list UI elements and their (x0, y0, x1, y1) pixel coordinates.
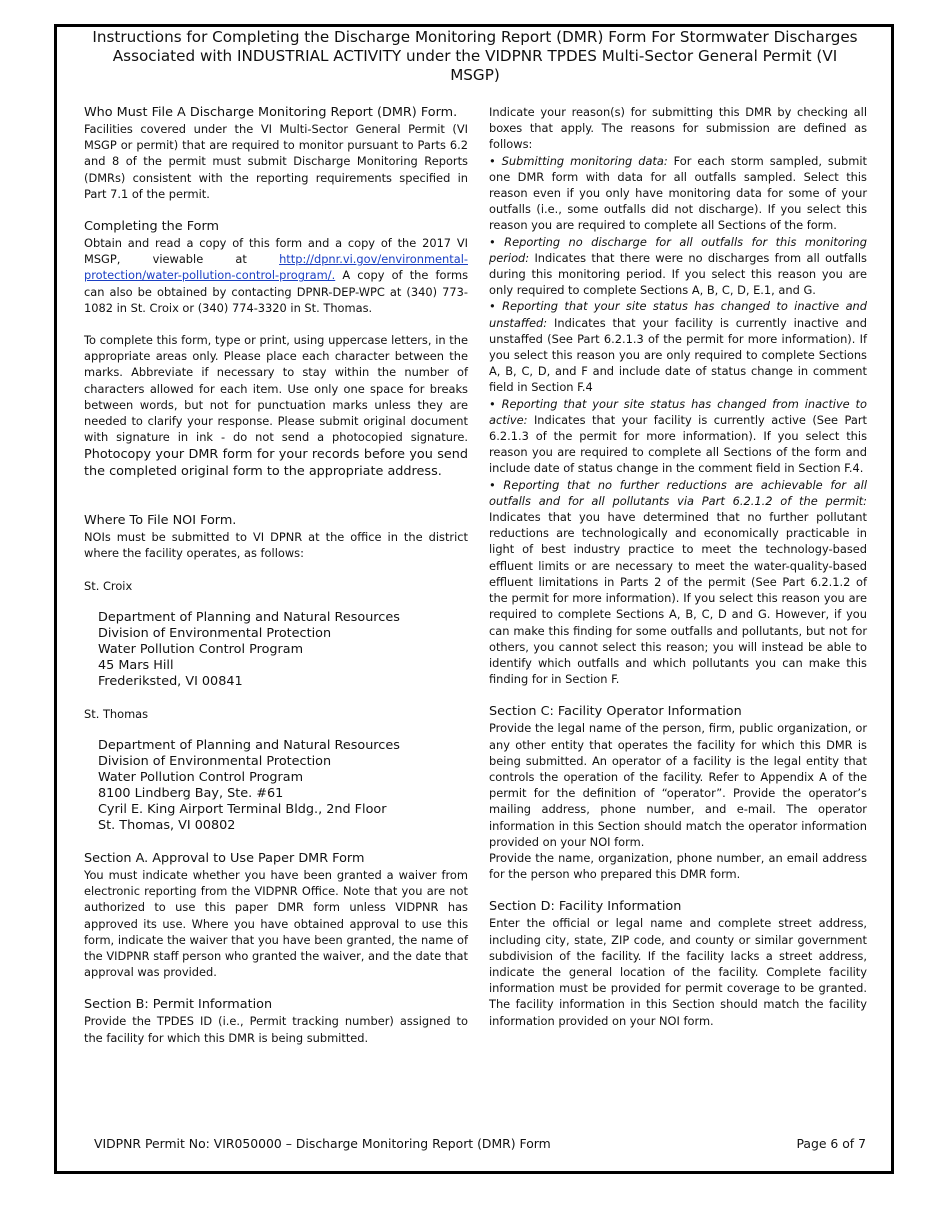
st-thomas-address: Department of Planning and Natural Resources Division of Environmental Protection Water Pollution Control Program 8100 Lindberg Bay, Ste. #61 Cyril E. King Airport Terminal Bldg., 2nd Floor St. Thomas, VI 00802 (98, 738, 400, 834)
where-to-file-text: NOIs must be submitted to VI DPNR at the office in the district where the facility operates, as follows: (84, 530, 468, 561)
st-croix-address: Department of Planning and Natural Resources Division of Environmental Protection Water Pollution Control Program 45 Mars Hill Frederiksted, VI 00841 (98, 609, 400, 689)
dpnr-website-link[interactable]: http://dpnr.vi.gov/environmental-protection/water-pollution-control-program/. (84, 252, 468, 283)
section-d-text: Enter the official or legal name and complete street address, including city, state, ZIP code, and county or similar government subdivision of the facility. If the facility lacks a street address, indicate the general location of the facility. Complete facility information must be provided for permit coverage to be granted. The facility information in this Section should match the facility information provided on your NOI form. (489, 916, 867, 1028)
where-to-file-heading: Where To File NOI Form. (84, 513, 237, 529)
section-c-heading: Section C: Facility Operator Information (489, 704, 742, 720)
section-c-text-2: Provide the name, organization, phone number, an email address for the person who prepared this DMR form. (489, 850, 867, 882)
page-number: Page 6 of 7 (796, 1136, 866, 1151)
reason-item: • Reporting that your site status has changed to inactive and unstaffed: Indicates that your facility is currently inactive and unstaffed (See Part 6.2.1.3 of the permit for more information). If you select this reason you are only required to complete Sections A, B, C, D, and F and include date of status change in comment field in Section F.4 (489, 299, 868, 395)
page-title: Instructions for Completing the Discharge Monitoring Report (DMR) Form For Stormwater Discharges Associated with INDUSTRIAL ACTIVITY under the VIDPNR TPDES Multi-Sector General Permit (VI MSGP) (92, 28, 858, 84)
reason-item: • Reporting that no further reductions are achievable for all outfalls and for all pollutants via Part 6.2.1.2 of the permit: Indicates that you have determined that no further pollutant reductions are technologically and economically practicable in light of best industry practice to meet the technology-based effluent limits or are necessary to meet the water-quality-based effluent limitations in Parts 2 of the permit (See Part 6.2.1.2 of the permit for more information). If you select this reason you are required to complete Sections A, B, C, D and G. However, if you can make this finding for some outfalls and pollutants, but not for others, you cannot select this reason; you will instead be able to identify which outfalls and which pollutants you can make this finding for in Section F. (489, 477, 867, 687)
right-column (489, 104, 867, 1029)
reason-item: • Reporting no discharge for all outfalls for this monitoring period: Indicates that there were no discharges from all outfalls during this monitoring period. If you select this reason you are only required to complete Sections A, B, C, D, E.1, and G. (489, 234, 868, 298)
reason-item: • Submitting monitoring data: For each storm sampled, submit one DMR form with data for all outfalls sampled. Select this reason even if you only have monitoring data for some of your outfalls (i.e., some outfalls did not discharge). If you select this reason you are required to complete all Sections of the form. (489, 153, 868, 233)
completing-form-text: Obtain and read a copy of this form and a copy of the 2017 VI MSGP, viewable at http://dpnr.vi.gov/environmental-protection/water-pollution-control-program/. A copy of the forms can also be obtained by contacting DPNR-DEP-WPC at (340) 773-1082 in St. Croix or (340) 774-3320 in St. Thomas. (84, 236, 468, 315)
section-b-heading: Section B: Permit Information (84, 997, 273, 1013)
section-a-heading: Section A. Approval to Use Paper DMR Form (84, 851, 365, 867)
left-column (84, 104, 468, 1046)
section-b-text: Provide the TPDES ID (i.e., Permit tracking number) assigned to the facility for which this DMR is being submitted. (84, 1014, 468, 1045)
section-c-text: Provide the legal name of the person, firm, public organization, or any other entity that operates the facility for which this DMR is being submitted. An operator of a facility is the legal entity that controls the operation of the facility. Refer to Appendix A of the permit for the definition of “operator”. Provide the operator’s mailing address, phone number, and e-mail. The operator information in this Section should match the operator information provided on your NOI form. (489, 721, 867, 849)
st-thomas-label: St. Thomas (84, 706, 149, 721)
st-croix-label: St. Croix (84, 578, 133, 593)
section-a-text: You must indicate whether you have been granted a waiver from electronic reporting from the VIDPNR Office. Note that you are not authorized to use this paper DMR form unless VIDPNR has approved its use. Where you have obtained approval to use this form, indicate the waiver that you have been granted, the name of the VIDPNR staff person who granted the waiver, and the date that approval was provided. (84, 868, 468, 980)
reason-item: • Reporting that your site status has changed from inactive to active: Indicates that your facility is currently active (See Part 6.2.1.3 of the permit for more information). If you select this reason you are required to complete all Sections of the form and include date of status change in the comment field in Section F.4. (489, 396, 867, 476)
footer-permit-label: VIDPNR Permit No: VIR050000 – Discharge Monitoring Report (DMR) Form (94, 1136, 551, 1151)
completing-form-heading: Completing the Form (84, 219, 219, 235)
reasons-intro: Indicate your reason(s) for submitting this DMR by checking all boxes that apply. The reasons for submission are defined as follows: (489, 105, 867, 152)
completing-form-instructions: To complete this form, type or print, using uppercase letters, in the appropriate areas only. Please place each character between the marks. Abbreviate if necessary to stay within the number of characters allowed for each item. Use only one space for breaks between words, but not for punctuation marks unless they are needed to clarify your response. Please submit original document with signature in ink - do not send a photocopied signature. Photocopy your DMR form for your records before you send the completed original form to the appropriate address. (84, 333, 468, 480)
who-must-file-text: Facilities covered under the VI Multi-Sector General Permit (VI MSGP or permit) that are required to monitor pursuant to Parts 6.2 and 8 of the permit must submit Discharge Monitoring Reports (DMRs) consistent with the reporting requirements specified in Part 7.1 of the permit. (84, 122, 468, 201)
who-must-file-heading: Who Must File A Discharge Monitoring Report (DMR) Form. (84, 105, 458, 120)
section-d-heading: Section D: Facility Information (489, 899, 682, 915)
